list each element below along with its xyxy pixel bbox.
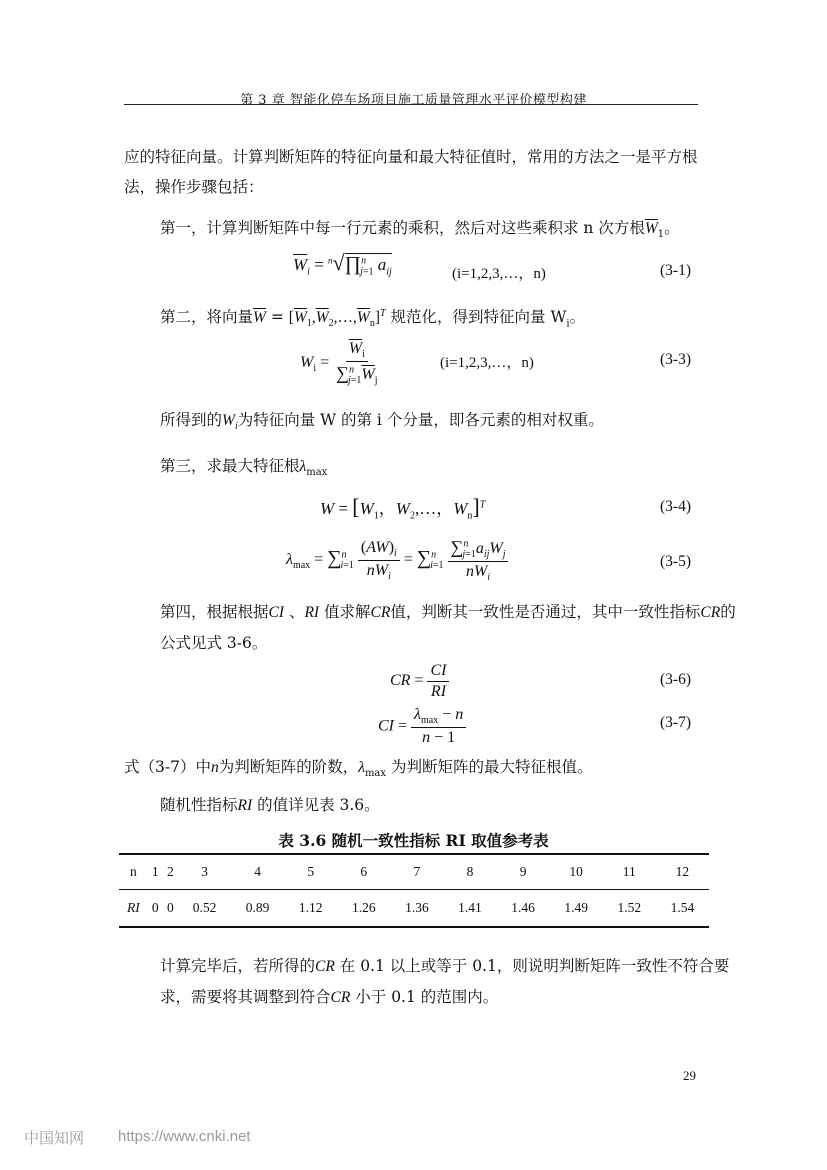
table-cell: 1.54 [656, 890, 709, 928]
equation-3-4-number: (3-4) [660, 498, 691, 515]
cnki-logo-text: 中国知网 [24, 1129, 85, 1147]
table-header-row [119, 854, 709, 890]
table-header-cell: n [119, 854, 148, 890]
table-header-cell: 10 [550, 854, 603, 890]
cnki-url-link[interactable]: https://www.cnki.net [118, 1128, 251, 1145]
page-number: 29 [683, 1068, 696, 1083]
equation-3-7: CI = $\frac{\lambda_{max} - n}{n - 1}$ [378, 706, 466, 747]
table-cell: 0.52 [178, 890, 231, 928]
ri-intro-text-a: 随机性指标 [160, 796, 238, 814]
header-rule [124, 104, 698, 105]
paragraph-step-one: 第一，计算判断矩阵中每一行元素的乘积，然后对这些乘积求 n 次方根$\overline{W}_1$。 [160, 219, 680, 241]
table-cell: RI [119, 890, 148, 928]
equation-3-3-range: (i=1,2,3,…，n) [440, 355, 534, 371]
table-header-cell: 12 [656, 854, 709, 890]
paragraph-weights: 所得到的$W_i$为特征向量 W 的第 i 个分量，即各元素的相对权重。 [160, 411, 604, 433]
step-two-text-b: 规范化，得到特征向量 W [390, 308, 567, 327]
table-cell: 0 [148, 890, 163, 928]
step-one-text: 第一，计算判断矩阵中每一行元素的乘积，然后对这些乘积求 n 次方根 [160, 219, 645, 237]
table-header-cell: 8 [443, 854, 496, 890]
paragraph-step-four: 第四，根据根据CI 、RI 值求解CR值，判断其一致性是否通过，其中一致性指标CR的公式见式 3-6。 [160, 603, 736, 652]
paragraph-step-two: 第二，将向量$\overline{W}$ = $[\overline{W}_1,\overline{W}_2,\dots,\overline{W}_n]^T$ 规范化，得到特征向量 $W_i$。 [160, 308, 586, 330]
table-row [119, 890, 709, 928]
table-header-cell: 4 [231, 854, 284, 890]
table-header-cell: 5 [284, 854, 337, 890]
paragraph-equation-note: 式（3-7）中n为判断矩阵的阶数，$\lambda_{max}$ 为判断矩阵的最大特征根值。 [124, 758, 593, 780]
equation-3-6-number: (3-6) [660, 671, 691, 688]
table-cell: 0 [163, 890, 178, 928]
step-two-text-a: 第二，将向量 [160, 308, 254, 327]
step-four-text-c: 值，判断其一致性是否通过，其中一致性指标 [390, 603, 701, 621]
table-header-cell: 6 [337, 854, 390, 890]
equation-3-7-number: (3-7) [660, 714, 691, 731]
table-header-cell: 3 [178, 854, 231, 890]
ri-table [119, 853, 709, 928]
table-cell: 1.36 [390, 890, 443, 928]
equation-3-1-range: (i=1,2,3,…，n) [452, 266, 546, 282]
table-title: 表 3.6 随机一致性指标 RI 取值参考表 [278, 831, 549, 850]
weights-text-a: 所得到的 [160, 411, 223, 429]
table-cell: 1.46 [497, 890, 550, 928]
equation-3-1-number: (3-1) [660, 262, 691, 279]
note-text-c: 为判断矩阵的最大特征根值。 [390, 758, 593, 776]
equation-3-4: $W = [W_1$，$W_2,\dots$，$W_n]^T$ [320, 494, 486, 522]
step-four-text-b: 值求解 [324, 603, 371, 621]
table-cell: 1.41 [443, 890, 496, 928]
table-header-cell: 9 [497, 854, 550, 890]
table-cell: 1.26 [337, 890, 390, 928]
note-text-a: 式（3-7）中 [124, 758, 211, 776]
step-four-text-a: 第四，根据根据 [160, 603, 269, 621]
table-cell: 1.49 [550, 890, 603, 928]
table-header-cell: 2 [163, 854, 178, 890]
equation-3-6: CR = $\frac{CI}{RI}$ [390, 662, 449, 701]
table-header-cell: 7 [390, 854, 443, 890]
table-cell: 1.12 [284, 890, 337, 928]
weights-text-b: 为特征向量 W 的第 i 个分量，即各元素的相对权重。 [237, 411, 604, 429]
step-four-text-d: 的公式见式 3-6。 [160, 603, 736, 652]
table-cell: 0.89 [231, 890, 284, 928]
equation-3-5: $\lambda_{max} = \sum^n_{i=1}$ $\frac{(AW)_i}{nW_i}$ = ∑$^n_{i=1}$ $\frac{\sum^n_{j=1}a_{ij}W_j}{nW_i}$ [286, 537, 508, 583]
paragraph-intro: 应的特征向量。计算判断矩阵的特征向量和最大特征值时，常用的方法之一是平方根法，操作步骤包括： [124, 148, 698, 196]
running-header: 第 3 章 智能化停车场项目施工质量管理水平评价模型构建 [240, 93, 587, 108]
equation-3-3-number: (3-3) [660, 351, 691, 368]
equation-3-3: $W_i$ = $\frac{\overline{W}_i}{\sum^n_{j=1}\overline{W}_j}$ [300, 340, 378, 387]
conclusion-text-b: 在 0.1 以上或等于 0.1，则说明判断矩阵一致性不符合要求，需要将其调整到符合 [160, 957, 730, 1006]
paragraph-step-three: 第三，求最大特征根$\lambda_{max}$ [160, 457, 328, 479]
equation-3-1: $\overline{W}_i$ = $^n$√∏$^n_{j=1}$ $a_{ij}$ [293, 250, 392, 278]
note-text-b: 为判断矩阵的阶数， [218, 758, 359, 776]
paragraph-ri-intro: 随机性指标RI 的值详见表 3.6。 [160, 796, 380, 814]
conclusion-text-a: 计算完毕后，若所得的 [160, 957, 316, 975]
table-cell: 1.52 [603, 890, 656, 928]
conclusion-text-c: 小于 0.1 的范围内。 [355, 988, 499, 1006]
table-header-cell: 11 [603, 854, 656, 890]
ri-intro-text-b: 的值详见表 3.6。 [257, 796, 380, 814]
equation-3-5-number: (3-5) [660, 553, 691, 570]
paragraph-conclusion: 计算完毕后，若所得的CR 在 0.1 以上或等于 0.1，则说明判断矩阵一致性不符合要求，需要将其调整到符合CR 小于 0.1 的范围内。 [160, 957, 730, 1006]
table-header-cell: 1 [148, 854, 163, 890]
step-three-text: 第三，求最大特征根 [160, 457, 300, 475]
